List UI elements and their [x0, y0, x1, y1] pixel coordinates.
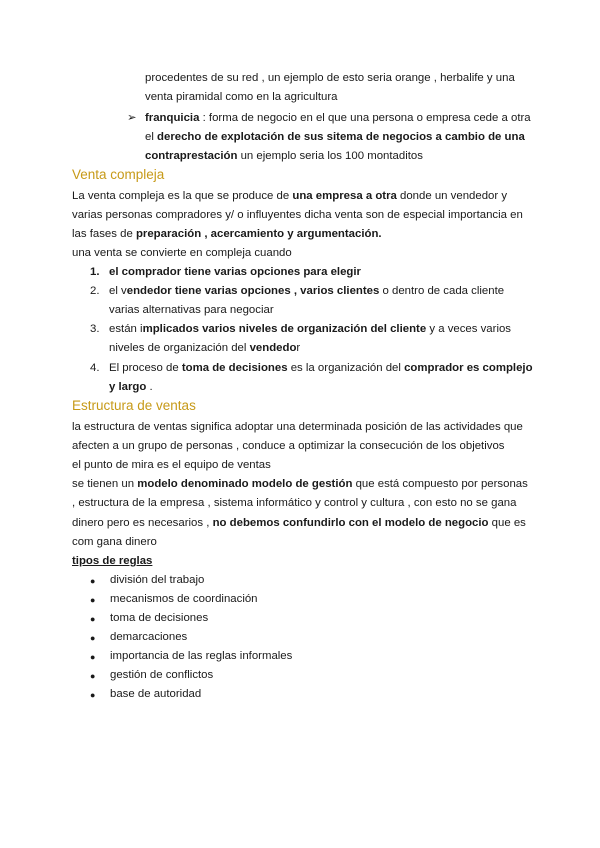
- list-item-3-line-2: niveles de organización del vendedor: [109, 342, 301, 354]
- venta-compleja-para-line-2: varias personas compradores y/ o influyentes dicha venta son de especial importancia en: [72, 209, 523, 221]
- franquicia-line-3: contraprestación un ejemplo seria los 100 montaditos: [145, 150, 423, 162]
- list-number-3: 3.: [90, 323, 100, 335]
- list-number-1: 1.: [90, 266, 100, 278]
- list-item-1: el comprador tiene varias opciones para elegir: [109, 266, 361, 278]
- bullet-icon: ●: [90, 633, 96, 643]
- list-item: toma de decisiones: [110, 612, 209, 624]
- list-item-2-line-2: varias alternativas para negociar: [109, 304, 274, 316]
- estructura-line-7: com gana dinero: [72, 536, 157, 548]
- venta-compleja-para-line-1: La venta compleja es la que se produce de una empresa a otra donde un vendedor y: [72, 190, 508, 202]
- list-number-4: 4.: [90, 362, 100, 374]
- list-item-4-line-2: y largo .: [109, 381, 153, 393]
- list-number-2: 2.: [90, 285, 100, 297]
- venta-compleja-para-line-3: las fases de preparación , acercamiento y argumentación.: [72, 228, 382, 240]
- list-item: importancia de las reglas informales: [110, 650, 293, 662]
- venta-compleja-intro-list: una venta se convierte en compleja cuando: [72, 247, 292, 259]
- franquicia-definition-line: franquicia : forma de negocio en el que una persona o empresa cede a otra: [145, 112, 531, 124]
- venta-compleja-heading: Venta compleja: [72, 167, 165, 182]
- list-item-2: el vendedor tiene varias opciones , varios clientes o dentro de cada cliente: [109, 285, 505, 297]
- franquicia-line-2: el derecho de explotación de sus sitema de negocios a cambio de una: [145, 131, 525, 143]
- bullet-icon: ●: [90, 576, 96, 586]
- estructura-line-2: afecten a un grupo de personas , conduce a optimizar la consecución de los objetivos: [72, 440, 505, 452]
- tipos-reglas-title: tipos de reglas: [72, 555, 153, 567]
- franquicia-term: franquicia: [145, 112, 200, 124]
- bullet-icon: ●: [90, 595, 96, 605]
- estructura-line-5: , estructura de la empresa , sistema informático y control y cultura , con esto no se gana: [72, 497, 517, 509]
- list-item: base de autoridad: [110, 688, 202, 700]
- estructura-heading: Estructura de ventas: [72, 398, 196, 413]
- estructura-line-4: se tienen un modelo denominado modelo de gestión que está compuesto por personas: [72, 478, 528, 490]
- list-item-3: están implicados varios niveles de organización del cliente y a veces varios: [109, 323, 512, 335]
- list-item-4: El proceso de toma de decisiones es la organización del comprador es complejo: [109, 362, 533, 374]
- continuation-line-1: procedentes de su red , un ejemplo de esto seria orange , herbalife y una: [145, 72, 515, 84]
- list-item: mecanismos de coordinación: [110, 593, 258, 605]
- bullet-icon: ●: [90, 652, 96, 662]
- bullet-icon: ●: [90, 671, 96, 681]
- arrow-bullet-icon: ➢: [127, 112, 137, 124]
- estructura-line-6: dinero pero es necesarios , no debemos confundirlo con el modelo de negocio que es: [72, 517, 526, 529]
- list-item: gestión de conflictos: [110, 669, 214, 681]
- list-item: demarcaciones: [110, 631, 188, 643]
- list-item: división del trabajo: [110, 574, 205, 586]
- bullet-icon: ●: [90, 690, 96, 700]
- estructura-line-1: la estructura de ventas significa adoptar una determinada posición de las actividades que: [72, 421, 523, 433]
- bullet-icon: ●: [90, 614, 96, 624]
- continuation-line-2: venta piramidal como en la agricultura: [145, 91, 338, 103]
- estructura-line-3: el punto de mira es el equipo de ventas: [72, 459, 271, 471]
